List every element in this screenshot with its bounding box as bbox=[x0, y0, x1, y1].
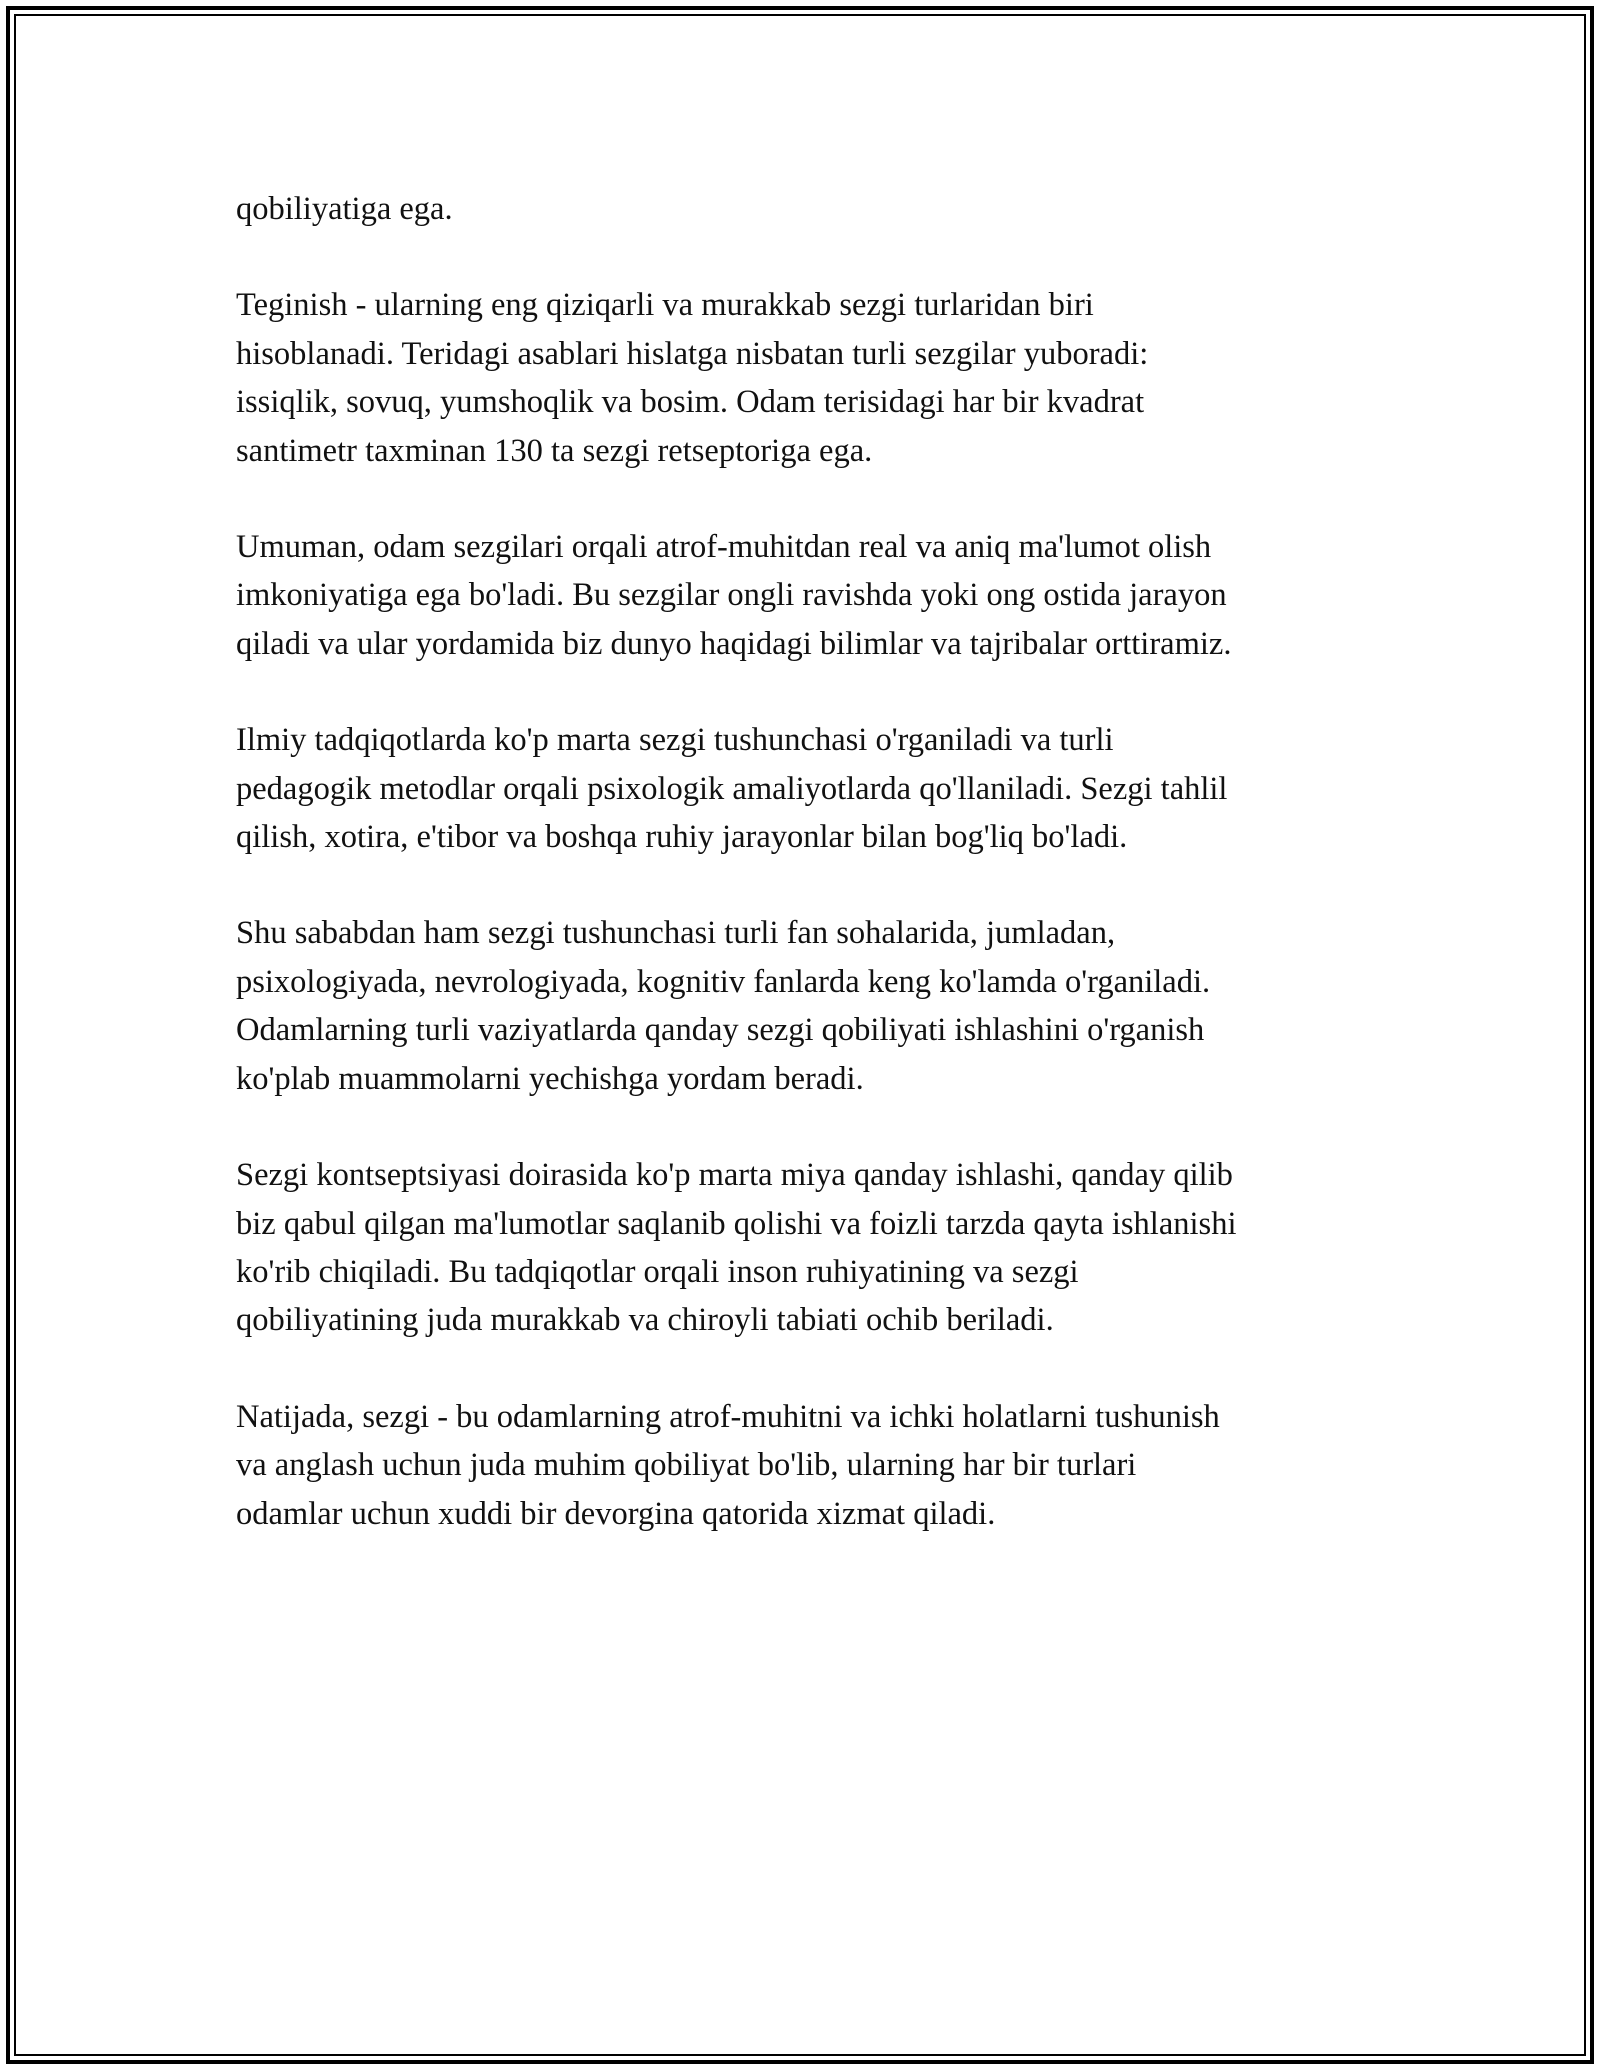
paragraph bbox=[236, 281, 1386, 475]
text-line: Odamlarning turli vaziyatlarda qanday sezgi qobiliyati ishlashini o'rganish bbox=[236, 1012, 1205, 1049]
text-line: Shu sababdan ham sezgi tushunchasi turli fan sohalarida, jumladan, bbox=[236, 915, 1116, 952]
text-line: imkoniyatiga ega bo'ladi. Bu sezgilar ongli ravishda yoki ong ostida jarayon bbox=[236, 577, 1227, 614]
text-line: hisoblanadi. Teridagi asablari hislatga nisbatan turli sezgilar yuboradi: bbox=[236, 335, 1149, 372]
text-line: psixologiyada, nevrologiyada, kognitiv fanlarda keng ko'lamda o'rganiladi. bbox=[236, 963, 1211, 1000]
text-line: qiladi va ular yordamida biz dunyo haqidagi bilimlar va tajribalar orttiramiz. bbox=[236, 625, 1232, 662]
paragraph bbox=[236, 185, 1386, 233]
text-line: qilish, xotira, e'tibor va boshqa ruhiy jarayonlar bilan bog'liq bo'ladi. bbox=[236, 819, 1128, 856]
document-body bbox=[236, 185, 1386, 1586]
text-line: odamlar uchun xuddi bir devorgina qatorida xizmat qiladi. bbox=[236, 1495, 996, 1532]
text-line: Teginish - ularning eng qiziqarli va murakkab sezgi turlaridan biri bbox=[236, 287, 1094, 324]
paragraph bbox=[236, 716, 1386, 861]
text-line: Ilmiy tadqiqotlarda ko'p marta sezgi tushunchasi o'rganiladi va turli bbox=[236, 722, 1114, 759]
text-line: ko'rib chiqiladi. Bu tadqiqotlar orqali inson ruhiyatining va sezgi bbox=[236, 1253, 1079, 1290]
text-line: qobiliyatining juda murakkab va chiroyli tabiati ochib beriladi. bbox=[236, 1302, 1054, 1339]
text-line: biz qabul qilgan ma'lumotlar saqlanib qolishi va foizli tarzda qayta ishlanishi bbox=[236, 1205, 1237, 1242]
text-line: qobiliyatiga ega. bbox=[236, 191, 453, 227]
text-line: issiqlik, sovuq, yumshoqlik va bosim. Odam terisidagi har bir kvadrat bbox=[236, 384, 1145, 421]
text-line: Sezgi kontseptsiyasi doirasida ko'p marta miya qanday ishlashi, qanday qilib bbox=[236, 1157, 1233, 1194]
text-line: Umuman, odam sezgilari orqali atrof-muhitdan real va aniq ma'lumot olish bbox=[236, 529, 1212, 566]
text-line: santimetr taxminan 130 ta sezgi retseptoriga ega. bbox=[236, 432, 873, 469]
text-line: va anglash uchun juda muhim qobiliyat bo'lib, ularning har bir turlari bbox=[236, 1447, 1137, 1484]
paragraph bbox=[236, 523, 1386, 668]
paragraph bbox=[236, 1393, 1386, 1538]
text-line: Natijada, sezgi - bu odamlarning atrof-muhitni va ichki holatlarni tushunish bbox=[236, 1398, 1220, 1435]
paragraph bbox=[236, 1151, 1386, 1345]
text-line: ko'plab muammolarni yechishga yordam beradi. bbox=[236, 1060, 864, 1097]
text-line: pedagogik metodlar orqali psixologik amaliyotlarda qo'llaniladi. Sezgi tahlil bbox=[236, 770, 1228, 807]
paragraph bbox=[236, 909, 1386, 1103]
